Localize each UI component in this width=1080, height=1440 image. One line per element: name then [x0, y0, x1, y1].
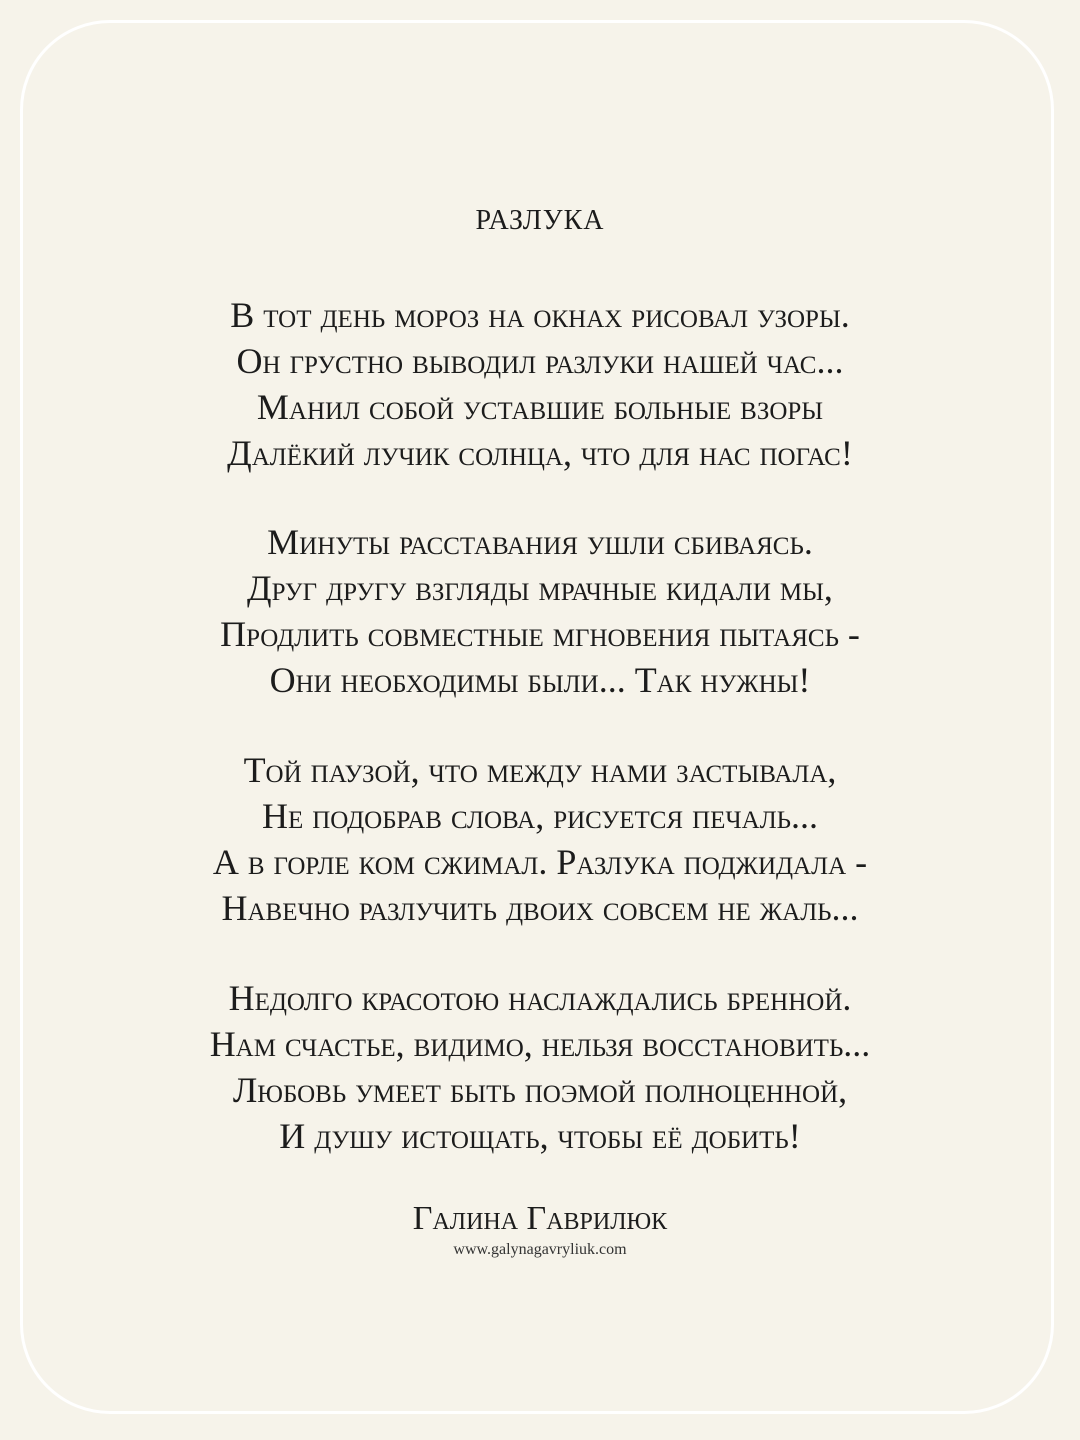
poem-line: Продлить совместные мгновения пытаясь - — [220, 614, 860, 654]
poem-title: РАЗЛУКА — [475, 205, 605, 236]
poem-line: Не подобрав слова, рисуется печаль... — [261, 796, 819, 836]
poem-line: Далёкий лучик солнца, что для нас погас! — [227, 433, 853, 473]
poem-line: Манил собой уставшие больные взоры — [256, 387, 824, 427]
stanza-1 — [0, 292, 1080, 476]
author-name: Галина Гаврилюк — [412, 1200, 668, 1237]
poem-line: Минуты расставания ушли сбиваясь. — [267, 522, 813, 562]
author-website: www.galynagavryliuk.com — [453, 1241, 627, 1258]
poem-line: Той паузой, что между нами застывала, — [243, 750, 837, 790]
poem-line: И душу истощать, чтобы её добить! — [279, 1116, 801, 1156]
stanza-4 — [0, 975, 1080, 1159]
poem-line: Друг другу взгляды мрачные кидали мы, — [247, 568, 833, 608]
poem-line: Навечно разлучить двоих совсем не жаль... — [221, 888, 859, 928]
poem-line: А в горле ком сжимал. Разлука поджидала - — [212, 842, 868, 882]
poem-line: Они необходимы были... Так нужны! — [269, 660, 811, 700]
poem-line: Недолго красотою наслаждались бренной. — [228, 978, 852, 1018]
stanza-3 — [0, 747, 1080, 931]
stanza-2 — [0, 519, 1080, 703]
poem-line: В тот день мороз на окнах рисовал узоры. — [230, 295, 850, 335]
poem-line: Любовь умеет быть поэмой полноценной, — [232, 1070, 848, 1110]
poem-line: Нам счастье, видимо, нельзя восстановить... — [209, 1024, 871, 1064]
poem-line: Он грустно выводил разлуки нашей час... — [236, 341, 844, 381]
